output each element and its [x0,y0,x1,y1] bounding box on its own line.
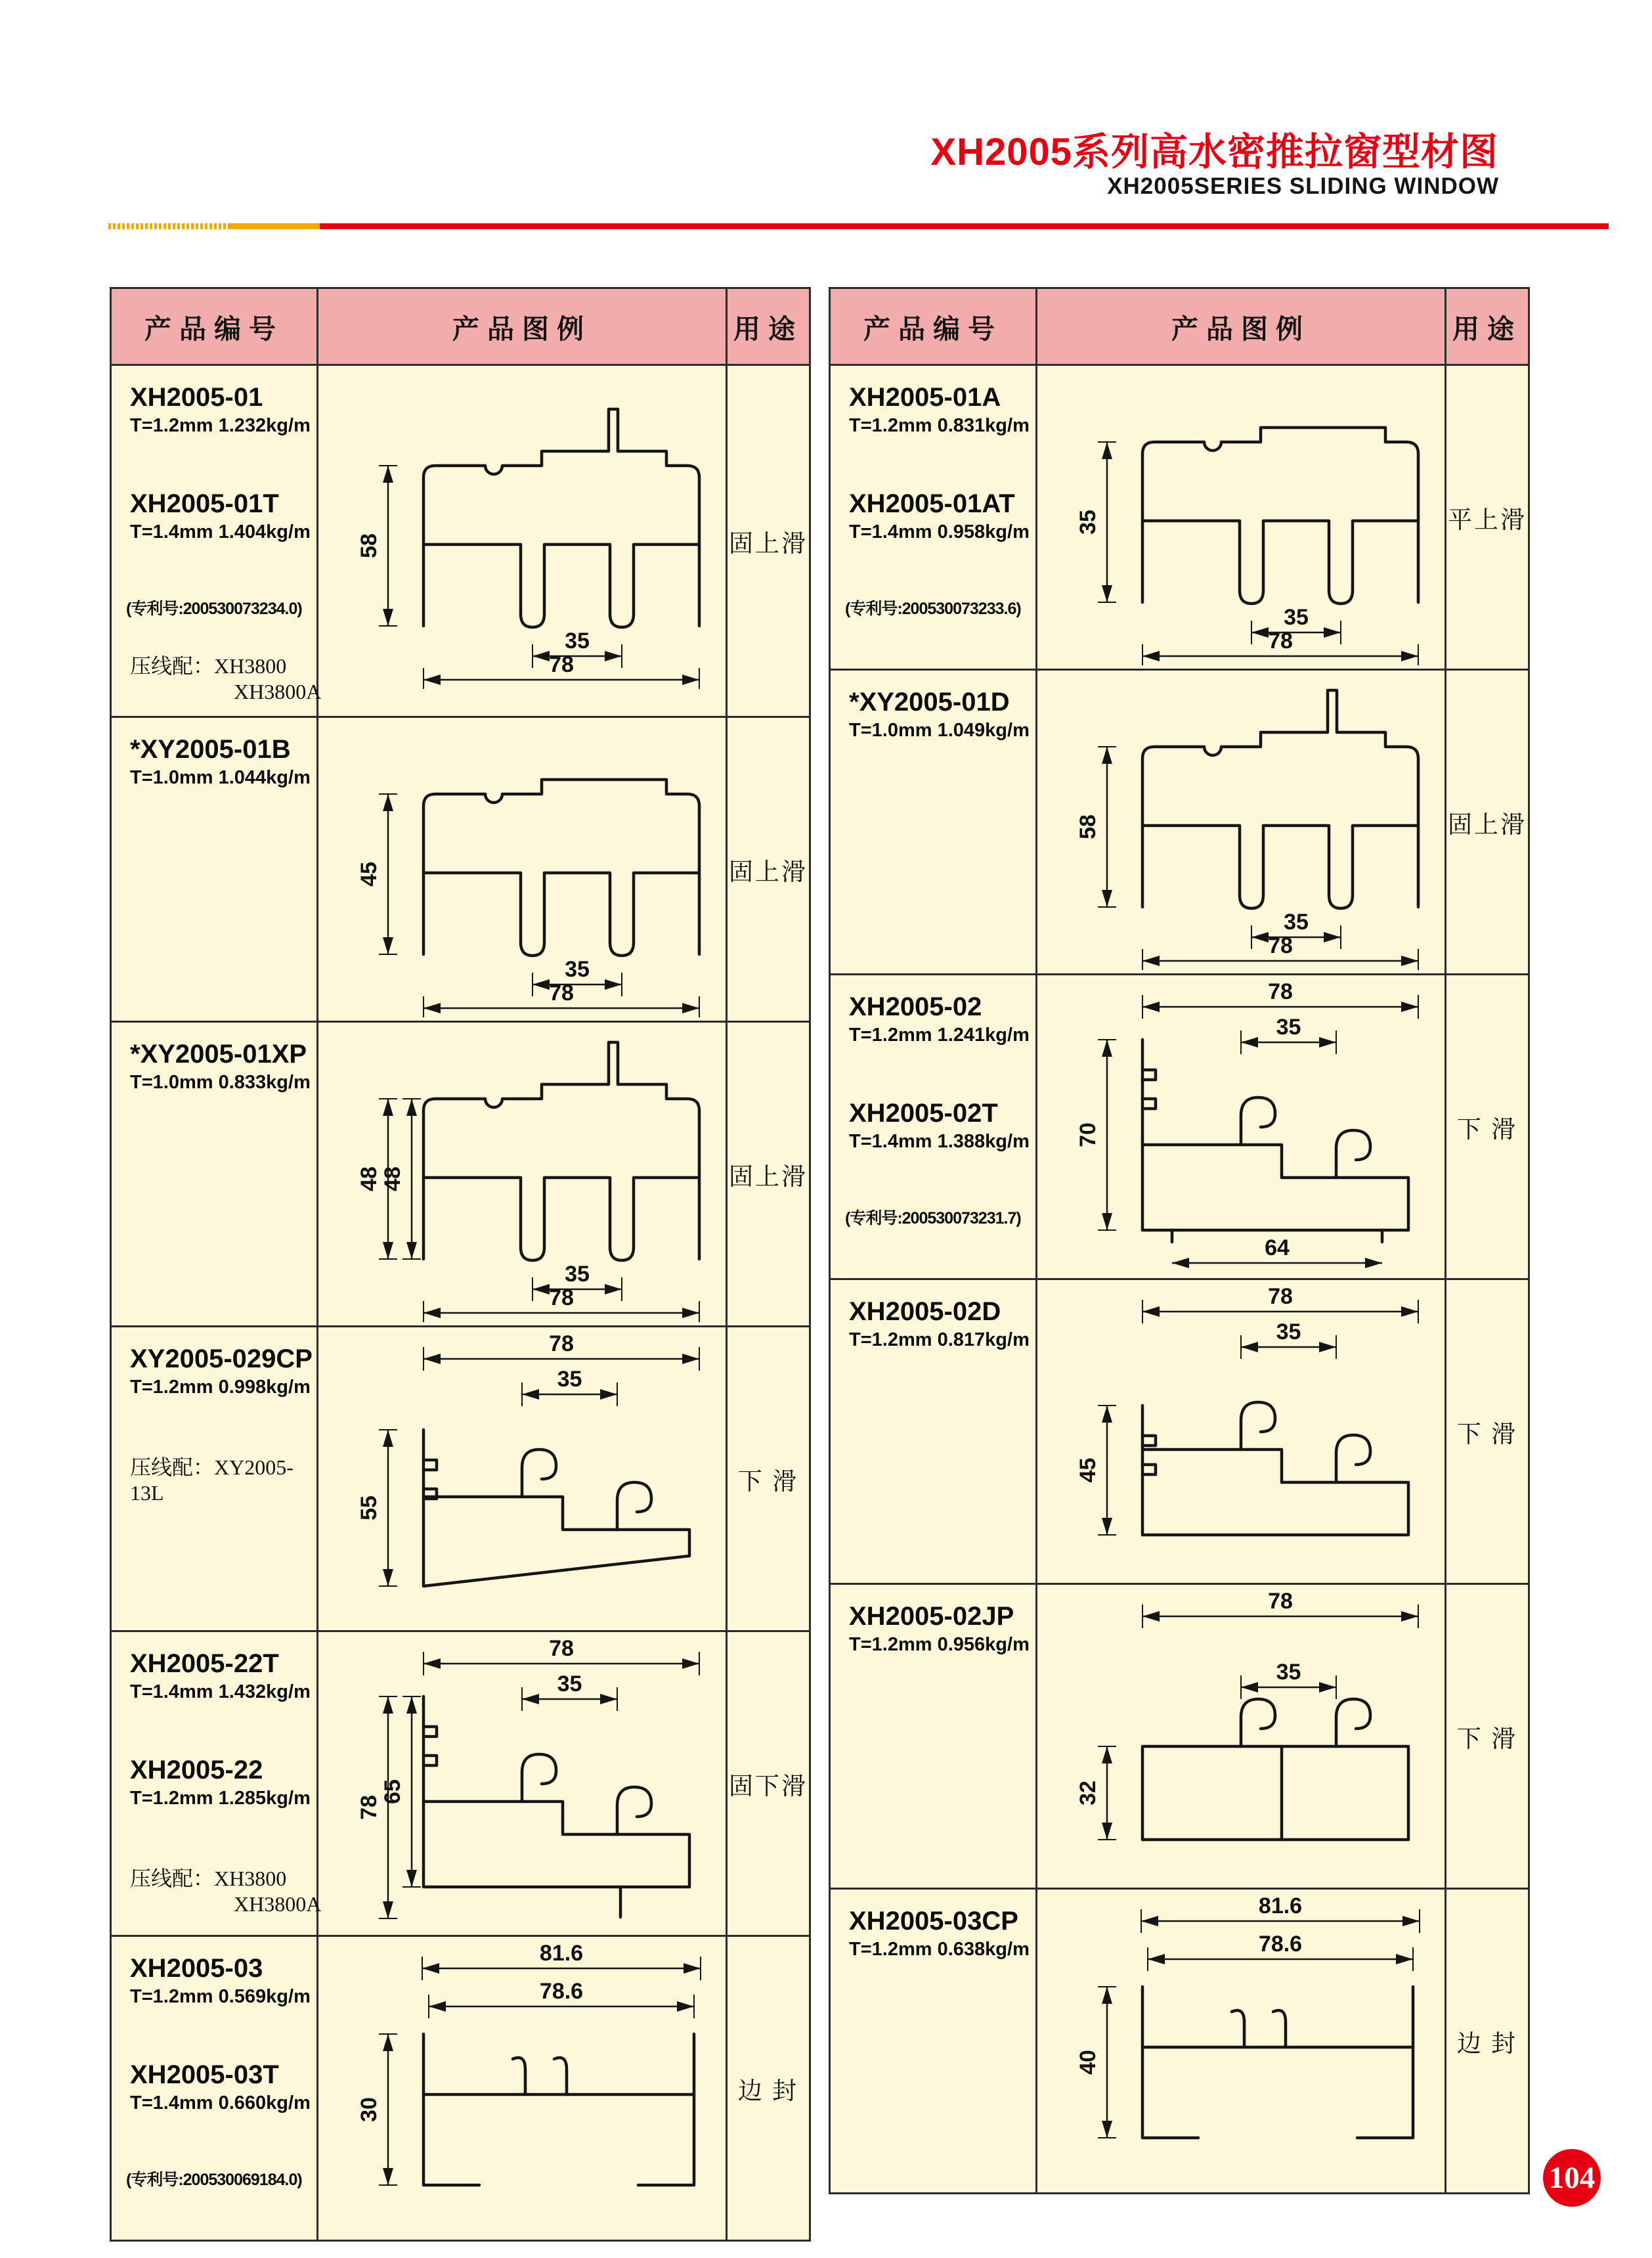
usage-label: 固上滑 [727,365,810,717]
profile-drawing [325,1027,719,1322]
product-cell [830,1584,1037,1889]
accessory-line: 压线配：XH3800 [130,654,287,678]
dimension-label: 78 [1268,1283,1293,1309]
product-cell [111,1631,322,1936]
product-cell [830,1889,1037,2194]
product-spec: T=1.4mm 0.958kg/m [849,521,1030,542]
product-spec: T=1.4mm 1.388kg/m [849,1131,1030,1152]
profile-diagram-cell [1037,975,1446,1279]
product-code: *XY2005-01B [130,735,291,764]
product-spec: T=1.0mm 1.049kg/m [849,720,1030,741]
table-row [830,975,1529,1279]
dimension-label: 81.6 [1258,1893,1303,1918]
accessory-line: XH3800A [234,1892,322,1916]
table-row [111,717,810,1022]
decorative-bar-yellow [230,223,320,229]
profile-table-right [829,287,1530,2194]
profile-diagram-cell [318,1936,727,2241]
product-spec: T=1.2mm 0.569kg/m [130,1986,311,2007]
profile-diagram-cell [1037,1889,1446,2194]
dimension-label: 35 [1276,1014,1301,1040]
header-product-number: 产品编号 [830,288,1037,365]
usage-label: 边 封 [727,1936,810,2241]
dimension-label: 78.6 [539,1978,584,2004]
patent-number: (专利号:200530073234.0) [126,600,302,618]
product-code: XH2005-02JP [849,1602,1014,1631]
table-header-row [830,288,1529,365]
product-entry [849,489,1030,543]
product-entry [849,1297,1030,1351]
product-code: XH2005-03 [130,1954,263,1983]
product-code: XY2005-029CP [130,1344,313,1373]
usage-label: 固下滑 [727,1631,810,1936]
profile-diagram-cell [318,1631,727,1936]
usage-label: 下 滑 [727,1327,810,1631]
product-spec: T=1.2mm 0.817kg/m [849,1329,1030,1350]
profile-diagram-cell [1037,1584,1446,1889]
product-spec: T=1.2mm 1.232kg/m [130,415,311,436]
profile-diagram-cell [1037,365,1446,670]
dimension-label: 58 [357,533,381,558]
profile-drawing [325,393,719,689]
table-row [830,365,1529,670]
profile-drawing [1044,1284,1438,1580]
product-cell [111,1022,318,1327]
usage-label: 下 滑 [1446,975,1529,1279]
product-cell [830,670,1037,975]
table-row [830,1889,1529,2194]
product-entry [130,383,311,437]
dimension-label: 35 [1284,604,1309,630]
decorative-bar-red [320,223,1609,229]
product-entry [130,735,311,789]
dimension-label: 78 [549,1635,574,1661]
product-spec: T=1.2mm 0.831kg/m [849,415,1030,436]
profile-diagram-cell [318,1327,727,1631]
product-cell [830,975,1037,1279]
dimension-label: 35 [1276,1319,1301,1344]
profile-diagram-cell [318,365,727,717]
dimension-label: 78 [357,1794,381,1820]
table-row [111,1022,810,1327]
dimension-label: 78 [549,1285,574,1310]
profile-drawing [1044,1893,1438,2189]
product-code: XH2005-02 [849,992,982,1021]
profile-diagram-cell [1037,1279,1446,1584]
table-row [830,1584,1529,1889]
page-title: XH2005系列高水密推拉窗型材图 [930,131,1498,173]
profile-drawing [325,722,719,1017]
patent-number: (专利号:200530073233.6) [845,600,1021,618]
usage-label: 平上滑 [1446,365,1529,670]
accessory-line: XH3800A [234,680,322,703]
dimension-label: 32 [1076,1780,1100,1805]
accessory-line: 压线配：XH3800 [130,1867,287,1890]
product-cell [111,365,322,717]
dimension-label: 35 [1076,509,1100,535]
product-code: XH2005-03T [130,2060,279,2089]
product-code: XH2005-02T [849,1099,998,1128]
dimension-label: 35 [565,628,590,653]
dimension-label: 30 [357,2096,381,2122]
dimension-label: 48 [357,1166,381,1191]
usage-label: 下 滑 [1446,1279,1529,1584]
page-number-badge: 104 [1543,2149,1601,2207]
product-code: XH2005-02D [849,1297,1001,1326]
dimension-label: 55 [357,1495,381,1520]
dimension-label: 78 [549,1331,574,1356]
product-entry [130,1954,311,2008]
profile-drawing [325,1331,719,1627]
profile-table-left [110,287,811,2242]
table-row [111,1327,810,1631]
profile-drawing [1044,979,1438,1275]
product-code: XH2005-22T [130,1649,279,1678]
usage-label: 固上滑 [727,1022,810,1327]
product-entry [130,1649,311,1703]
product-code: XH2005-01T [130,489,279,518]
product-spec: T=1.2mm 1.241kg/m [849,1025,1030,1046]
product-entry [849,383,1030,437]
product-entry [849,992,1030,1046]
table-row [111,1936,810,2241]
product-spec: T=1.2mm 0.956kg/m [849,1634,1030,1655]
usage-label: 固上滑 [1446,670,1529,975]
dimension-label: 45 [1076,1457,1100,1482]
product-code: XH2005-03CP [849,1907,1018,1936]
dimension-label: 64 [1265,1235,1290,1260]
product-code: XH2005-01A [849,383,1001,412]
profile-drawing [325,1636,719,1932]
usage-label: 边 封 [1446,1889,1529,2194]
profile-drawing [1044,675,1438,970]
dimension-label: 48 [380,1166,405,1191]
dimension-label: 78 [549,652,574,677]
dimension-label: 78 [549,980,574,1006]
product-cell [830,1279,1037,1584]
decorative-bar-stripes [108,223,230,229]
product-entry [130,1040,311,1094]
profile-drawing [1044,1589,1438,1884]
dimension-label: 40 [1076,2049,1100,2075]
profile-diagram-cell [318,717,727,1022]
profile-drawing [325,1941,719,2236]
header-product-diagram: 产品图例 [318,288,727,365]
dimension-label: 78 [1268,1588,1293,1614]
dimension-label: 78 [1268,979,1293,1004]
profile-drawing [1044,370,1438,665]
patent-number: (专利号:200530073231.7) [845,1209,1021,1228]
product-spec: T=1.4mm 0.660kg/m [130,2092,311,2114]
profile-diagram-cell [318,1022,727,1327]
dimension-label: 45 [357,861,381,887]
accessory-note [130,1451,311,1505]
product-entry [130,2060,311,2114]
dimension-label: 70 [1076,1122,1100,1147]
dimension-label: 58 [1076,814,1100,839]
dimension-label: 35 [557,1366,582,1392]
patent-number: (专利号:200530069184.0) [126,2171,302,2189]
product-code: *XY2005-01D [849,688,1010,717]
dimension-label: 35 [565,1261,590,1287]
product-entry [130,1756,311,1809]
dimension-label: 35 [557,1671,582,1696]
header-product-number: 产品编号 [111,288,318,365]
product-spec: T=1.4mm 1.432kg/m [130,1681,311,1702]
usage-label: 固上滑 [727,717,810,1022]
header-product-diagram: 产品图例 [1037,288,1446,365]
product-spec: T=1.0mm 1.044kg/m [130,767,311,788]
product-spec: T=1.2mm 0.998kg/m [130,1377,311,1398]
dimension-label: 35 [565,956,590,982]
dimension-label: 35 [1276,1659,1301,1685]
dimension-label: 78 [1268,628,1293,653]
usage-label: 下 滑 [1446,1584,1529,1889]
table-row [830,670,1529,975]
product-entry [849,1099,1030,1153]
product-code: XH2005-22 [130,1756,263,1784]
product-spec: T=1.2mm 1.285kg/m [130,1788,311,1809]
product-entry [849,688,1030,742]
dimension-label: 65 [380,1779,405,1804]
dimension-label: 78 [1268,933,1293,958]
product-spec: T=1.4mm 1.404kg/m [130,521,311,542]
accessory-note [130,650,322,704]
product-spec: T=1.2mm 0.638kg/m [849,1939,1030,1960]
product-cell [111,1327,318,1631]
dimension-label: 35 [1284,909,1309,935]
product-entry [130,489,311,543]
accessory-line: 压线配：XY2005-13L [130,1455,293,1505]
dimension-label: 81.6 [539,1940,584,1966]
product-code: XH2005-01AT [849,489,1015,518]
header-usage: 用途 [727,288,810,365]
product-entry [849,1602,1030,1656]
header-usage: 用途 [1446,288,1529,365]
product-code: XH2005-01 [130,383,263,412]
product-cell [111,1936,318,2241]
product-cell [830,365,1037,670]
profile-diagram-cell [1037,670,1446,975]
product-entry [130,1344,311,1398]
table-row [111,365,810,717]
product-entry [849,1907,1030,1960]
page-subtitle: XH2005SERIES SLIDING WINDOW [1107,173,1499,199]
product-cell [111,717,318,1022]
table-header-row [111,288,810,365]
table-row [830,1279,1529,1584]
product-spec: T=1.0mm 0.833kg/m [130,1072,311,1093]
accessory-note [130,1862,322,1916]
table-row [111,1631,810,1936]
product-code: *XY2005-01XP [130,1040,307,1069]
dimension-label: 78.6 [1258,1931,1303,1957]
